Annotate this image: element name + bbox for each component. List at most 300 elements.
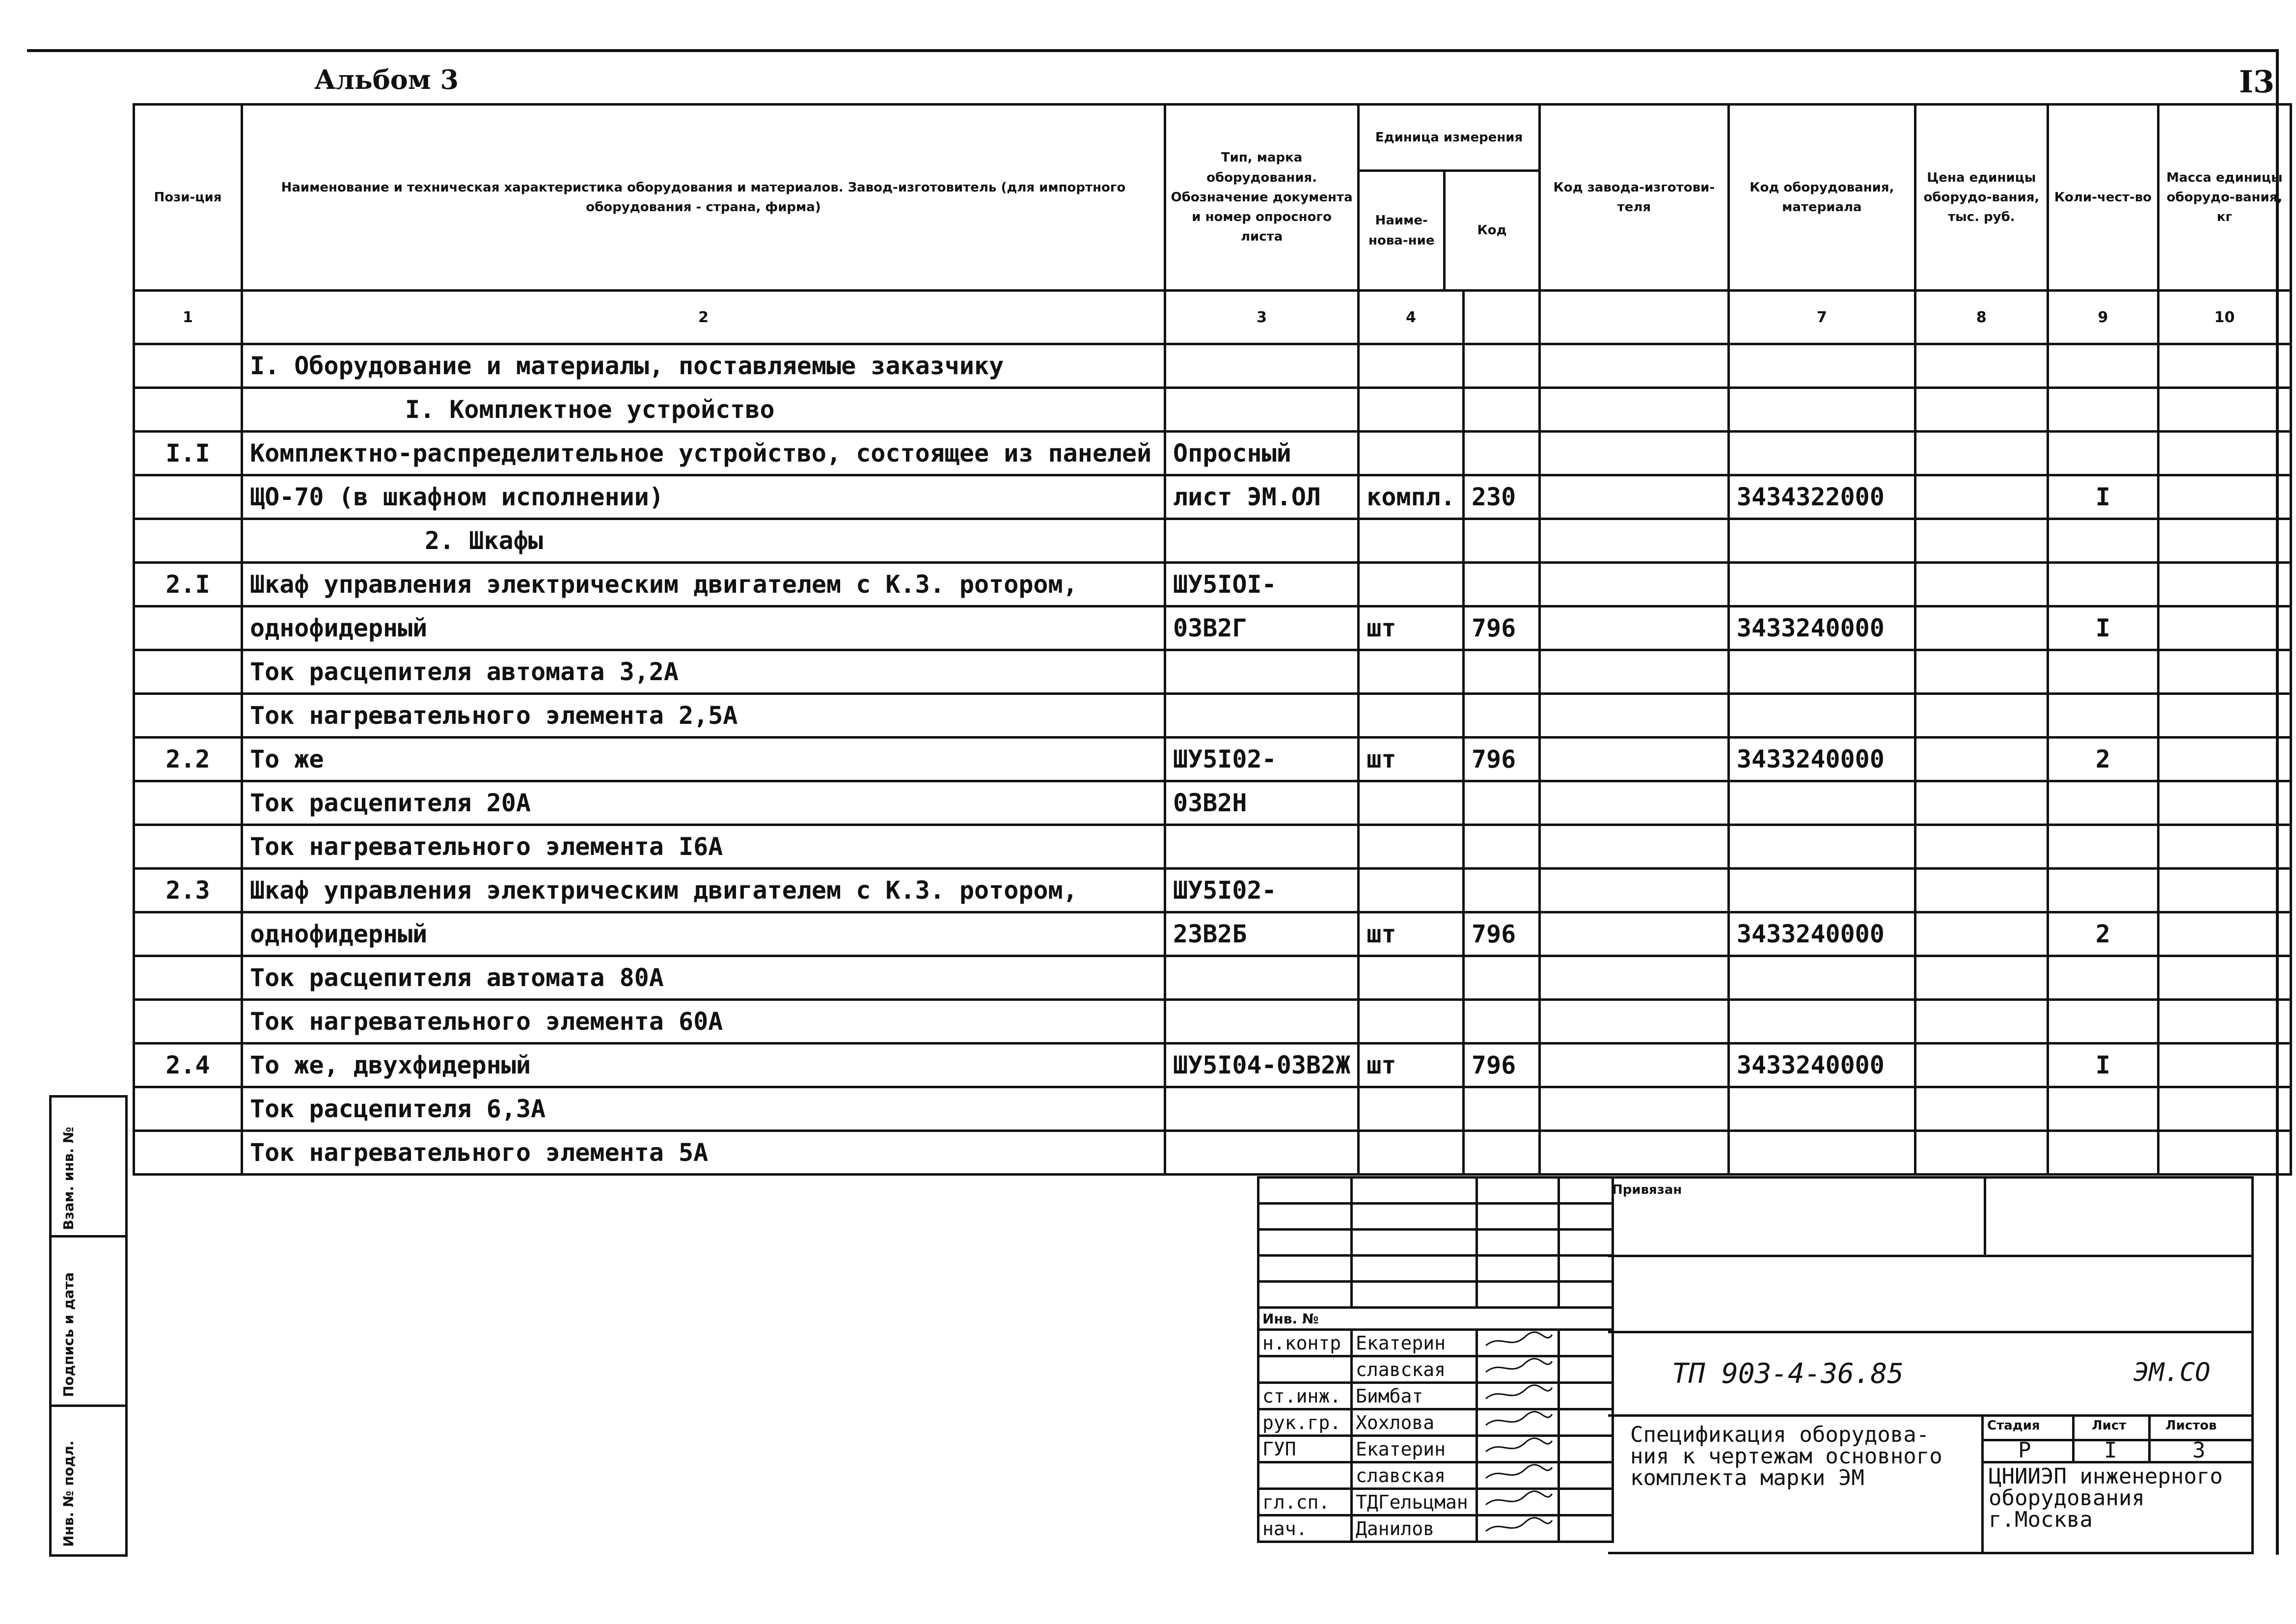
signature xyxy=(1477,1462,1559,1489)
cell-type: лист ЭМ.ОЛ xyxy=(1165,475,1359,519)
signer-role: рук.гр. xyxy=(1258,1409,1352,1436)
signature xyxy=(1477,1356,1559,1383)
signature-scribble xyxy=(1481,1410,1555,1430)
cell-price xyxy=(1915,432,2048,475)
organization: ЦНИИЭП инженерного оборудования г.Москва xyxy=(1989,1464,2223,1532)
cell-unit-code xyxy=(1463,650,1539,694)
cell-price xyxy=(1915,519,2048,563)
specification-table xyxy=(133,103,2292,1176)
cell-price xyxy=(1915,650,2048,694)
cell-plant-code xyxy=(1539,606,1728,650)
cell-name: То же xyxy=(242,738,1165,781)
cell-unit-name xyxy=(1359,694,1464,738)
cell-unit-name xyxy=(1359,650,1464,694)
cell-position xyxy=(134,519,242,563)
signature-row xyxy=(1258,1330,1613,1356)
cell-unit-name xyxy=(1359,781,1464,825)
table-row xyxy=(134,912,2291,956)
cell-equipment-code xyxy=(1728,869,1915,912)
cell-mass xyxy=(2158,781,2291,825)
cell-mass xyxy=(2158,1044,2291,1087)
signature-scribble xyxy=(1481,1357,1555,1377)
cell-price xyxy=(1915,475,2048,519)
signature xyxy=(1477,1436,1559,1462)
table-row xyxy=(134,563,2291,606)
cell-quantity xyxy=(2048,1000,2158,1044)
cell-quantity: 2 xyxy=(2048,912,2158,956)
cell-quantity xyxy=(2048,344,2158,388)
cell-mass xyxy=(2158,912,2291,956)
cell-type xyxy=(1165,650,1359,694)
cell-type xyxy=(1165,1000,1359,1044)
cell-unit-code xyxy=(1463,344,1539,388)
colnum-7: 7 xyxy=(1728,291,1915,344)
signer-name: ТДГельцман xyxy=(1352,1489,1477,1515)
col-unit-group xyxy=(1359,105,1540,291)
cell-unit-name xyxy=(1359,869,1464,912)
table-row xyxy=(134,606,2291,650)
cell-position xyxy=(134,1000,242,1044)
cell-quantity xyxy=(2048,1131,2158,1175)
cell-unit-name xyxy=(1359,1087,1464,1131)
cell-plant-code xyxy=(1539,1000,1728,1044)
cell-plant-code xyxy=(1539,563,1728,606)
cell-unit-name xyxy=(1359,1131,1464,1175)
cell-price xyxy=(1915,738,2048,781)
col-unit-code: Код xyxy=(1477,223,1507,238)
cell-unit-code xyxy=(1463,781,1539,825)
cell-mass xyxy=(2158,432,2291,475)
cell-equipment-code: 3433240000 xyxy=(1728,912,1915,956)
cell-name: Ток расцепителя 20А xyxy=(242,781,1165,825)
cell-plant-code xyxy=(1539,344,1728,388)
signer-name: Екатерин xyxy=(1352,1436,1477,1462)
cell-plant-code xyxy=(1539,1131,1728,1175)
signer-role: ГУП xyxy=(1258,1436,1352,1462)
cell-position: 2.I xyxy=(134,563,242,606)
cell-equipment-code: 3433240000 xyxy=(1728,738,1915,781)
original-inv-label: Инв. № подл. xyxy=(60,1440,77,1547)
cell-plant-code xyxy=(1539,825,1728,869)
cell-position xyxy=(134,956,242,1000)
cell-name: То же, двухфидерный xyxy=(242,1044,1165,1087)
title-block xyxy=(1257,1176,2254,1549)
cell-unit-code: 796 xyxy=(1463,1044,1539,1087)
sign-date xyxy=(1559,1356,1613,1383)
col-unit-name: Наиме-нова-ние xyxy=(1360,172,1446,289)
cell-name: Ток расцепителя автомата 3,2А xyxy=(242,650,1165,694)
cell-type xyxy=(1165,956,1359,1000)
cell-position xyxy=(134,650,242,694)
cell-unit-name xyxy=(1359,519,1464,563)
cell-type xyxy=(1165,1131,1359,1175)
cell-plant-code xyxy=(1539,475,1728,519)
cell-unit-code: 796 xyxy=(1463,912,1539,956)
cell-plant-code xyxy=(1539,956,1728,1000)
cell-position xyxy=(134,1087,242,1131)
cell-quantity xyxy=(2048,869,2158,912)
cell-type xyxy=(1165,694,1359,738)
cell-mass xyxy=(2158,519,2291,563)
cell-unit-code: 230 xyxy=(1463,475,1539,519)
cell-mass xyxy=(2158,650,2291,694)
cell-mass xyxy=(2158,694,2291,738)
sign-date xyxy=(1559,1409,1613,1436)
cell-plant-code xyxy=(1539,694,1728,738)
cell-position xyxy=(134,694,242,738)
signature xyxy=(1477,1489,1559,1515)
cell-unit-code: 796 xyxy=(1463,738,1539,781)
cell-position xyxy=(134,388,242,432)
col-type: Тип, марка оборудования. Обозначение документа и номер опросного листа xyxy=(1165,105,1359,291)
signature-row xyxy=(1258,1356,1613,1383)
col-mass: Масса единицы оборудо-вания, кг xyxy=(2158,105,2291,291)
signer-role xyxy=(1258,1356,1352,1383)
sign-date xyxy=(1559,1436,1613,1462)
cell-quantity: I xyxy=(2048,606,2158,650)
cell-name: однофидерный xyxy=(242,606,1165,650)
table-row xyxy=(134,475,2291,519)
cell-mass xyxy=(2158,825,2291,869)
cell-name: I. Оборудование и материалы, поставляемые заказчику xyxy=(242,344,1165,388)
drawing-title: Спецификация оборудова- ния к чертежам основного комплекта марки ЭМ xyxy=(1630,1422,1942,1490)
cell-position xyxy=(134,475,242,519)
cell-unit-code xyxy=(1463,825,1539,869)
table-row xyxy=(134,1000,2291,1044)
cell-position: 2.2 xyxy=(134,738,242,781)
cell-equipment-code xyxy=(1728,344,1915,388)
cell-name: Шкаф управления электрическим двигателем с К.З. ротором, xyxy=(242,563,1165,606)
stage-value: Р xyxy=(2018,1438,2031,1463)
signature xyxy=(1477,1330,1559,1356)
cell-price xyxy=(1915,1131,2048,1175)
cell-position xyxy=(134,344,242,388)
cell-quantity: I xyxy=(2048,475,2158,519)
cell-unit-name xyxy=(1359,956,1464,1000)
cell-price xyxy=(1915,1087,2048,1131)
cell-name: Ток нагревательного элемента 2,5А xyxy=(242,694,1165,738)
signature-row xyxy=(1258,1515,1613,1542)
cell-unit-code xyxy=(1463,956,1539,1000)
colnum-8: 8 xyxy=(1915,291,2048,344)
cell-mass xyxy=(2158,1087,2291,1131)
cell-name: Ток расцепителя 6,3А xyxy=(242,1087,1165,1131)
column-number-row xyxy=(134,291,2291,344)
cell-position xyxy=(134,781,242,825)
cell-price xyxy=(1915,563,2048,606)
cell-plant-code xyxy=(1539,781,1728,825)
cell-quantity xyxy=(2048,388,2158,432)
cell-unit-code: 796 xyxy=(1463,606,1539,650)
stage-label: Стадия xyxy=(1987,1418,2040,1433)
cell-type: ШУ5IOI- xyxy=(1165,563,1359,606)
cell-plant-code xyxy=(1539,738,1728,781)
cell-equipment-code xyxy=(1728,519,1915,563)
signature-scribble xyxy=(1481,1463,1555,1483)
signer-role: ст.инж. xyxy=(1258,1383,1352,1409)
table-row xyxy=(134,738,2291,781)
signature xyxy=(1477,1515,1559,1542)
sheet-label: Лист xyxy=(2092,1418,2127,1433)
cell-equipment-code xyxy=(1728,1087,1915,1131)
cell-unit-name xyxy=(1359,432,1464,475)
cell-mass xyxy=(2158,606,2291,650)
sign-date xyxy=(1559,1383,1613,1409)
sheets-label: Листов xyxy=(2165,1418,2217,1433)
cell-price xyxy=(1915,694,2048,738)
cell-unit-name: шт xyxy=(1359,912,1464,956)
table-row xyxy=(134,388,2291,432)
cell-quantity xyxy=(2048,1087,2158,1131)
cell-mass xyxy=(2158,475,2291,519)
signature-scribble xyxy=(1481,1384,1555,1404)
page-number: I3 xyxy=(2239,64,2275,100)
replace-inv-label: Взам. инв. № xyxy=(60,1127,77,1230)
sheet-value: I xyxy=(2104,1438,2117,1463)
sheets-value: 3 xyxy=(2192,1438,2206,1463)
cell-equipment-code xyxy=(1728,1000,1915,1044)
table-row xyxy=(134,344,2291,388)
cell-position xyxy=(134,606,242,650)
colnum-4: 4 xyxy=(1359,291,1464,344)
signature-row xyxy=(1258,1436,1613,1462)
cell-equipment-code xyxy=(1728,388,1915,432)
table-row xyxy=(134,650,2291,694)
colnum-3: 3 xyxy=(1165,291,1359,344)
cell-type: ШУ5I02- xyxy=(1165,738,1359,781)
cell-equipment-code xyxy=(1728,825,1915,869)
colnum-9: 9 xyxy=(2048,291,2158,344)
table-row xyxy=(134,1087,2291,1131)
signature-row xyxy=(1258,1462,1613,1489)
table-row xyxy=(134,1044,2291,1087)
table-row xyxy=(134,519,2291,563)
album-label: Альбом 3 xyxy=(314,64,459,95)
cell-unit-code xyxy=(1463,869,1539,912)
signer-role: н.контр xyxy=(1258,1330,1352,1356)
cell-plant-code xyxy=(1539,432,1728,475)
cell-mass xyxy=(2158,1131,2291,1175)
signature-row xyxy=(1258,1383,1613,1409)
cell-position: I.I xyxy=(134,432,242,475)
cell-unit-name xyxy=(1359,1000,1464,1044)
cell-price xyxy=(1915,781,2048,825)
signature-table xyxy=(1257,1176,1614,1543)
cell-type: Опросный xyxy=(1165,432,1359,475)
cell-name: Ток расцепителя автомата 80А xyxy=(242,956,1165,1000)
col-price: Цена единицы оборудо-вания, тыс. руб. xyxy=(1915,105,2048,291)
cell-equipment-code xyxy=(1728,432,1915,475)
cell-name: Шкаф управления электрическим двигателем с К.З. ротором, xyxy=(242,869,1165,912)
cell-equipment-code: 3433240000 xyxy=(1728,606,1915,650)
cell-unit-code xyxy=(1463,694,1539,738)
cell-name: 2. Шкафы xyxy=(242,519,1165,563)
table-row xyxy=(134,432,2291,475)
inv-no-label: Инв. № xyxy=(1258,1308,1613,1330)
cell-type: 03B2Г xyxy=(1165,606,1359,650)
sign-date xyxy=(1559,1330,1613,1356)
cell-type xyxy=(1165,825,1359,869)
colnum-10: 10 xyxy=(2158,291,2291,344)
table-row xyxy=(134,956,2291,1000)
col-quantity: Коли-чест-во xyxy=(2048,105,2158,291)
signer-name: Данилов xyxy=(1352,1515,1477,1542)
sign-date xyxy=(1559,1515,1613,1542)
cell-mass xyxy=(2158,388,2291,432)
cell-unit-name xyxy=(1359,563,1464,606)
table-row xyxy=(134,825,2291,869)
signer-role: гл.сп. xyxy=(1258,1489,1352,1515)
table-header-row xyxy=(134,105,2291,291)
cell-unit-code xyxy=(1463,1087,1539,1131)
cell-name: I. Комплектное устройство xyxy=(242,388,1165,432)
cell-price xyxy=(1915,869,2048,912)
cell-price xyxy=(1915,1000,2048,1044)
colnum-5 xyxy=(1463,291,1539,344)
cell-mass xyxy=(2158,869,2291,912)
cell-price xyxy=(1915,825,2048,869)
document-code: ТП 903-4-36.85 xyxy=(1672,1358,1904,1390)
cell-type xyxy=(1165,344,1359,388)
cell-type: ШУ5I02- xyxy=(1165,869,1359,912)
signature-scribble xyxy=(1481,1331,1555,1350)
colnum-1: 1 xyxy=(134,291,242,344)
cell-mass xyxy=(2158,563,2291,606)
signature-scribble xyxy=(1481,1516,1555,1536)
signer-role xyxy=(1258,1462,1352,1489)
cell-equipment-code xyxy=(1728,956,1915,1000)
cell-plant-code xyxy=(1539,650,1728,694)
col-equipment-code: Код оборудования, материала xyxy=(1728,105,1915,291)
cell-unit-code xyxy=(1463,519,1539,563)
cell-price xyxy=(1915,956,2048,1000)
cell-type xyxy=(1165,388,1359,432)
cell-unit-code xyxy=(1463,1131,1539,1175)
cell-type xyxy=(1165,519,1359,563)
cell-quantity xyxy=(2048,563,2158,606)
attached-label: Привязан xyxy=(1612,1183,1682,1197)
table-row xyxy=(134,781,2291,825)
signature-row xyxy=(1258,1489,1613,1515)
cell-name: однофидерный xyxy=(242,912,1165,956)
cell-price xyxy=(1915,912,2048,956)
signature xyxy=(1477,1409,1559,1436)
table-row xyxy=(134,694,2291,738)
signature-row xyxy=(1258,1409,1613,1436)
cell-quantity xyxy=(2048,432,2158,475)
table-row xyxy=(134,1131,2291,1175)
cell-unit-name xyxy=(1359,825,1464,869)
col-name: Наименование и техническая характеристика оборудования и материалов. Завод-изготовитель (для импортного оборудования - страна, фирма) xyxy=(242,105,1165,291)
cell-quantity xyxy=(2048,956,2158,1000)
cell-position xyxy=(134,912,242,956)
cell-name: Ток нагревательного элемента 5А xyxy=(242,1131,1165,1175)
cell-unit-name xyxy=(1359,388,1464,432)
cell-unit-code xyxy=(1463,563,1539,606)
colnum-2: 2 xyxy=(242,291,1165,344)
cell-price xyxy=(1915,606,2048,650)
signer-name: Хохлова xyxy=(1352,1409,1477,1436)
cell-quantity xyxy=(2048,519,2158,563)
cell-unit-code xyxy=(1463,432,1539,475)
cell-mass xyxy=(2158,344,2291,388)
cell-quantity xyxy=(2048,650,2158,694)
cell-plant-code xyxy=(1539,1044,1728,1087)
cell-unit-name: компл. xyxy=(1359,475,1464,519)
cell-mass xyxy=(2158,1000,2291,1044)
cell-equipment-code xyxy=(1728,563,1915,606)
cell-plant-code xyxy=(1539,388,1728,432)
cell-mass xyxy=(2158,738,2291,781)
cell-name: Ток нагревательного элемента I6А xyxy=(242,825,1165,869)
cell-price xyxy=(1915,344,2048,388)
cell-unit-code xyxy=(1463,1000,1539,1044)
left-strip xyxy=(49,1095,128,1557)
cell-quantity xyxy=(2048,825,2158,869)
cell-type: ШУ5I04-03B2Ж xyxy=(1165,1044,1359,1087)
cell-plant-code xyxy=(1539,519,1728,563)
signer-role: нач. xyxy=(1258,1515,1352,1542)
signer-name: славская xyxy=(1352,1356,1477,1383)
cell-price xyxy=(1915,388,2048,432)
cell-equipment-code: 3434322000 xyxy=(1728,475,1915,519)
cell-type: 03B2H xyxy=(1165,781,1359,825)
cell-position xyxy=(134,1131,242,1175)
cell-equipment-code xyxy=(1728,781,1915,825)
cell-equipment-code: 3433240000 xyxy=(1728,1044,1915,1087)
cell-name: Ток нагревательного элемента 60А xyxy=(242,1000,1165,1044)
cell-equipment-code xyxy=(1728,650,1915,694)
sign-date xyxy=(1559,1462,1613,1489)
cell-type: 23B2Б xyxy=(1165,912,1359,956)
cell-position xyxy=(134,825,242,869)
signer-name: Бимбат xyxy=(1352,1383,1477,1409)
sign-date xyxy=(1559,1489,1613,1515)
title-block-main xyxy=(1608,1176,2254,1554)
signature xyxy=(1477,1383,1559,1409)
cell-plant-code xyxy=(1539,1087,1728,1131)
cell-name: ЩО-70 (в шкафном исполнении) xyxy=(242,475,1165,519)
cell-mass xyxy=(2158,956,2291,1000)
cell-name: Комплектно-распределительное устройство, состоящее из панелей xyxy=(242,432,1165,475)
cell-position: 2.4 xyxy=(134,1044,242,1087)
cell-unit-name xyxy=(1359,344,1464,388)
signature-scribble xyxy=(1481,1437,1555,1457)
drawing-mark: ЭМ.СО xyxy=(2133,1358,2211,1387)
cell-equipment-code xyxy=(1728,694,1915,738)
cell-equipment-code xyxy=(1728,1131,1915,1175)
col-unit: Единица измерения xyxy=(1360,106,1538,172)
cell-type xyxy=(1165,1087,1359,1131)
cell-unit-code xyxy=(1463,388,1539,432)
cell-quantity xyxy=(2048,694,2158,738)
cell-unit-name: шт xyxy=(1359,606,1464,650)
signer-name: Екатерин xyxy=(1352,1330,1477,1356)
cell-quantity: I xyxy=(2048,1044,2158,1087)
cell-unit-name: шт xyxy=(1359,1044,1464,1087)
cell-price xyxy=(1915,1044,2048,1087)
cell-quantity xyxy=(2048,781,2158,825)
signature-scribble xyxy=(1481,1490,1555,1510)
cell-plant-code xyxy=(1539,869,1728,912)
cell-plant-code xyxy=(1539,912,1728,956)
table-row xyxy=(134,869,2291,912)
cell-unit-name: шт xyxy=(1359,738,1464,781)
signer-name: славская xyxy=(1352,1462,1477,1489)
colnum-6 xyxy=(1539,291,1728,344)
col-plant-code: Код завода-изготови-теля xyxy=(1539,105,1728,291)
signature-date-label: Подпись и дата xyxy=(60,1272,77,1397)
